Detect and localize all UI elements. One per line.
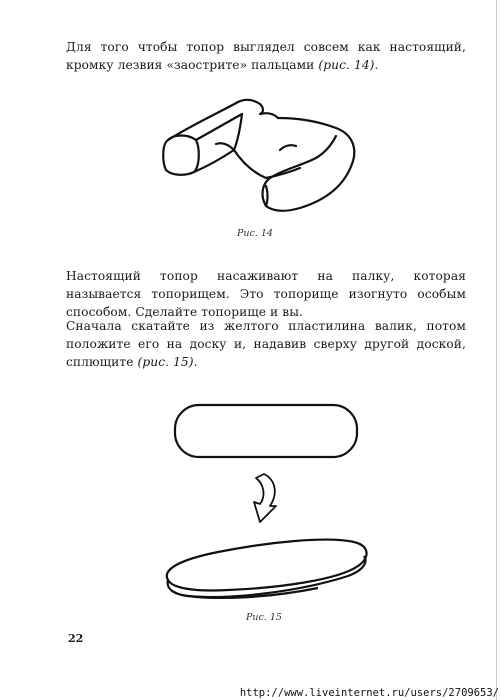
- source-url-link[interactable]: http://www.liveinternet.ru/users/2709653/: [239, 687, 499, 699]
- paragraph-axe-handle: [66, 267, 466, 321]
- paragraph-text: Настоящий топор насаживают на палку, которая называется топорищем. Это топорище изогнуто особым способом. Сделайте топорище и вы.: [66, 269, 466, 319]
- rolled-cylinder-illustration: [172, 402, 362, 462]
- paragraph-text: Для того чтобы топор выглядел совсем как настоящий, кромку лезвия «заострите» пальцами: [66, 40, 466, 72]
- page-edge-divider: [496, 0, 497, 700]
- axe-head-illustration: [150, 92, 370, 222]
- figure-15-caption: Рис. 15: [246, 612, 282, 623]
- paragraph-sharpen-edge: [66, 38, 466, 74]
- paragraph-tail: .: [374, 58, 379, 72]
- figure-reference: (рис. 14): [318, 58, 375, 72]
- paragraph-tail: .: [193, 355, 198, 369]
- paragraph-text: Сначала скатайте из желтого пластилина валик, потом положите его на доску и, надавив сверху другой доской, сплющите: [66, 319, 466, 369]
- flattened-strip-illustration: [158, 530, 378, 610]
- figure-reference: (рис. 15): [137, 355, 194, 369]
- paragraph-roll-clay: [66, 317, 466, 371]
- page-number: 22: [68, 632, 84, 645]
- curved-arrow-down-icon: [246, 472, 286, 524]
- figure-14-caption: Рис. 14: [237, 228, 273, 239]
